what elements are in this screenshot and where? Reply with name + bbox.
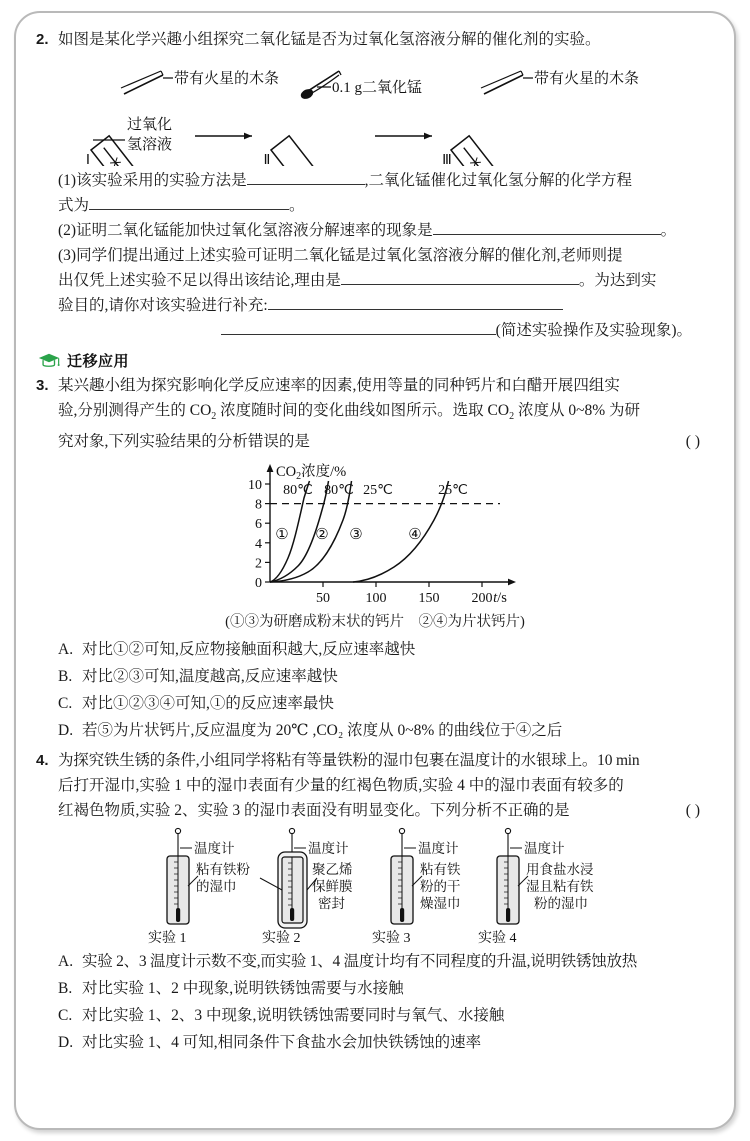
- q4-stem-line2: 后打开湿巾,实验 1 中的湿巾表面有少量的红褐色物质,实验 4 中的湿巾表面有较多的: [58, 777, 624, 795]
- mercury-bulb-4: [506, 908, 510, 922]
- x-tick-200: 200: [471, 591, 493, 607]
- question-2-subquestions: [36, 168, 714, 343]
- question-2: [36, 27, 714, 52]
- q4-option-a[interactable]: [36, 948, 714, 975]
- q2-sub2-text-a: (2)证明二氧化锰能加快过氧化氢溶液分解速率的现象是: [58, 222, 433, 239]
- y-tick-8: 8: [255, 497, 262, 513]
- q3-option-d-text: 若⑤为片状钙片,反应温度为 20℃ ,CO₂ 浓度从 0~8% 的曲线位于④之后: [82, 722, 563, 740]
- question-3-options: [36, 636, 714, 744]
- q3-option-b[interactable]: [36, 663, 714, 690]
- question-4-figure: [36, 826, 714, 946]
- curve-2-index: ②: [315, 527, 329, 544]
- y-tick-2: 2: [255, 556, 262, 572]
- chart-x-axis-title: t/s: [493, 590, 507, 607]
- question-2-number: 2.: [36, 31, 49, 48]
- question-3-figure-caption: (①③为研磨成粉末状的钙片 ②④为片状钙片): [225, 614, 525, 631]
- exp-1-desc-line1: 粘有铁粉: [196, 862, 250, 878]
- q3-option-c-text: 对比①②③④可知,①的反应速率最快: [82, 695, 334, 713]
- q4-option-a-text: 实验 2、3 温度计示数不变,而实验 1、4 温度计均有不同程度的升温,说明铁锈蚀放热: [82, 953, 638, 971]
- q4-option-b[interactable]: [36, 975, 714, 1002]
- exp-3-caption: 实验 3: [372, 931, 411, 947]
- chart-y-axis-title: $CO_2$浓度/%: [276, 464, 347, 483]
- exp-2-thermometer-label: 温度计: [308, 841, 349, 857]
- experiment-2-group: [260, 828, 353, 946]
- exp-3-desc-line3: 燥湿巾: [420, 896, 461, 912]
- q4-option-c-text: 对比实验 1、2、3 中现象,说明铁锈蚀需要同时与氧气、水接触: [82, 1007, 505, 1025]
- q3-stem-2c: 浓度从 0~8% 为研: [514, 402, 641, 419]
- exp-3-thermometer-label: 温度计: [418, 841, 459, 857]
- q2-blank-3[interactable]: [433, 219, 661, 235]
- q2-sub3-text-e: (简述实验操作及实验现象)。: [495, 322, 692, 339]
- q3-option-a-text: 对比①②可知,反应物接触面积越大,反应速率越快: [82, 641, 416, 659]
- section-header-transfer-application: [38, 349, 714, 371]
- q3-stem-2a: 验,分别测得产生的 CO: [58, 402, 212, 419]
- exp-2-caption: 实验 2: [262, 931, 301, 947]
- question-4: [36, 748, 714, 823]
- q4-stem-3a: 红褐色物质,实验 2、实验 3 的湿巾表面没有明显变化。下列分析不正确的是: [58, 802, 570, 820]
- exp-1-desc-line2: 的湿巾: [196, 879, 237, 895]
- q2-sub1-line1: [58, 168, 714, 193]
- q3-option-a-letter: A.: [58, 641, 74, 659]
- curve-3-index: ③: [349, 527, 363, 544]
- q2-sub3-line2: [58, 268, 714, 293]
- label-h2o2-line2: 氢溶液: [127, 137, 173, 153]
- x-axis-arrow: [508, 579, 516, 586]
- q4-option-d-letter: D.: [58, 1034, 74, 1052]
- q3-option-b-text: 对比②③可知,温度越高,反应速率越快: [82, 668, 338, 686]
- q3-option-c-letter: C.: [58, 695, 73, 713]
- exp-1-caption: 实验 1: [148, 931, 187, 947]
- exp-4-thermometer-label: 温度计: [524, 841, 565, 857]
- tube-label-1: Ⅰ: [85, 153, 91, 166]
- mercury-bulb-3: [400, 908, 404, 922]
- q2-blank-1[interactable]: [247, 169, 365, 185]
- x-tick-50: 50: [316, 591, 330, 607]
- exp-4-desc-line1: 用食盐水浸: [526, 862, 594, 878]
- curve-1-index: ①: [275, 527, 289, 544]
- q2-blank-2[interactable]: [89, 194, 289, 210]
- exp-3-desc-line2: 粉的干: [420, 879, 461, 895]
- exp-3-desc-line1: 粘有铁: [420, 862, 461, 878]
- exp-4-desc-line2: 湿且粘有铁: [526, 879, 594, 895]
- exp-4-desc-line3: 粉的湿巾: [534, 896, 588, 912]
- q2-sub3-text-c: 。为达到实: [578, 272, 657, 289]
- label-mno2: 0.1 g二氧化锰: [332, 80, 423, 96]
- curve-4-index: ④: [408, 527, 422, 544]
- y-axis-arrow: [267, 464, 274, 472]
- q4-option-d-text: 对比实验 1、4 可知,相同条件下食盐水会加快铁锈蚀的速率: [82, 1034, 482, 1052]
- arrow-2: [424, 133, 432, 140]
- q2-sub2-text-b: 。: [660, 222, 677, 239]
- exp-1-thermometer-label: 温度计: [194, 841, 235, 857]
- q4-option-d[interactable]: [36, 1029, 714, 1056]
- q3-stem-line2: [58, 398, 714, 429]
- q2-sub3-text-d: 验目的,请你对该实验进行补充:: [58, 297, 268, 314]
- tube-label-2: Ⅱ: [263, 153, 271, 166]
- x-tick-labels: [316, 582, 493, 606]
- q4-stem-line3: [58, 798, 714, 823]
- experiment-4-group: [478, 828, 594, 946]
- q3-option-d-letter: D.: [58, 722, 74, 740]
- q3-stem-line3: [58, 429, 714, 454]
- question-3-number: 3.: [36, 377, 49, 394]
- x-tick-100: 100: [365, 591, 387, 607]
- question-4-options: [36, 948, 714, 1056]
- exp-2-desc-line2: 保鲜膜: [312, 879, 353, 895]
- q3-stem-line1: 某兴趣小组为探究影响化学反应速率的因素,使用等量的同种钙片和白醋开展四组实: [58, 377, 620, 394]
- q2-sub1-text-b: ,二氧化锰催化过氧化氢分解的化学方程: [364, 172, 632, 189]
- curve-3-temp-label: 25℃: [363, 483, 393, 499]
- q2-blank-5[interactable]: [268, 294, 563, 310]
- q2-sub2-line1: [58, 218, 714, 243]
- question-2-figure: [36, 54, 714, 166]
- q3-option-a[interactable]: [36, 636, 714, 663]
- tube-label-3: Ⅲ: [442, 153, 452, 166]
- q2-sub1-text-c: 式为: [58, 197, 90, 214]
- y-tick-4: 4: [255, 536, 262, 552]
- curve-4-temp-label: 25℃: [438, 483, 468, 499]
- q2-sub1-text-a: (1)该实验采用的实验方法是: [58, 172, 247, 189]
- question-3-stem: [58, 373, 714, 454]
- experiment-1-group: [148, 828, 250, 946]
- q2-sub3-line4: [58, 318, 714, 343]
- label-glowing-splint-2: 带有火星的木条: [534, 71, 640, 87]
- thermometer-experiments-diagram: [140, 826, 610, 946]
- question-3-chart: [36, 454, 714, 612]
- y-tick-10: 10: [248, 478, 262, 494]
- q4-option-c[interactable]: [36, 1002, 714, 1029]
- curve-2-temp-label: 80℃: [324, 483, 354, 499]
- y-tick-0: 0: [255, 576, 262, 592]
- q3-stem-3a: 究对象,下列实验结果的分析错误的是: [58, 433, 310, 451]
- q2-sub3-line1: (3)同学们提出通过上述实验可证明二氧化锰是过氧化氢溶液分解的催化剂,老师则提: [58, 247, 623, 264]
- co2-concentration-line-chart: [210, 454, 540, 612]
- curve-temperature-labels: [283, 483, 468, 498]
- q3-option-b-letter: B.: [58, 668, 73, 686]
- exp-2-desc-line1: 聚乙烯: [312, 862, 353, 878]
- question-4-stem: [58, 748, 714, 823]
- q3-stem-2b: 浓度随时间的变化曲线如图所示。选取 CO: [216, 402, 510, 419]
- q3-option-c[interactable]: [36, 690, 714, 717]
- curve-1-temp-label: 80℃: [283, 483, 313, 499]
- co2-subscript-2: 2: [509, 411, 515, 423]
- y-tick-labels: [248, 478, 270, 591]
- experiment-3-group: [372, 828, 461, 946]
- test-tube-experiment-diagram: [55, 54, 695, 166]
- q2-sub3-line3: [58, 293, 714, 318]
- q4-answer-bracket[interactable]: ( ): [685, 802, 700, 820]
- q2-sub1-line2: [58, 193, 714, 218]
- arrow-1: [244, 133, 252, 140]
- co2-subscript-1: 2: [211, 411, 217, 423]
- q4-option-b-text: 对比实验 1、2 中现象,说明铁锈蚀需要与水接触: [82, 980, 404, 998]
- exp-4-caption: 实验 4: [478, 931, 517, 947]
- label-h2o2-line1: 过氧化: [127, 117, 173, 133]
- mno2-powder-on-spatula: [299, 87, 315, 101]
- q2-sub3-text-b: 出仅凭上述实验不足以得出该结论,理由是: [58, 272, 341, 289]
- question-2-stem: 如图是某化学兴趣小组探究二氧化锰是否为过氧化氢溶液分解的催化剂的实验。: [58, 31, 601, 48]
- label-glowing-splint-1: 带有火星的木条: [174, 71, 280, 87]
- y-tick-6: 6: [255, 517, 262, 533]
- q4-option-b-letter: B.: [58, 980, 73, 998]
- section-title: 迁移应用: [67, 352, 130, 370]
- q4-option-c-letter: C.: [58, 1007, 73, 1025]
- q2-blank-4[interactable]: [341, 269, 579, 285]
- q3-option-d[interactable]: [36, 717, 714, 744]
- mercury-bulb-1: [176, 908, 180, 922]
- question-3: [36, 373, 714, 454]
- q4-option-a-letter: A.: [58, 953, 74, 971]
- q4-stem-line1: 为探究铁生锈的条件,小组同学将粘有等量铁粉的湿巾包裹在温度计的水银球上。10 min: [58, 752, 640, 770]
- page-card: [14, 11, 736, 1130]
- graduation-cap-icon: [38, 352, 60, 369]
- mercury-bulb-2: [290, 908, 294, 921]
- page-content: [16, 13, 734, 1128]
- question-4-number: 4.: [36, 752, 49, 770]
- x-tick-150: 150: [418, 591, 440, 607]
- q2-blank-6[interactable]: [221, 319, 496, 335]
- q2-sub1-text-d: 。: [289, 197, 305, 214]
- q3-answer-bracket[interactable]: ( ): [685, 433, 700, 451]
- exp-2-desc-line3: 密封: [318, 896, 345, 912]
